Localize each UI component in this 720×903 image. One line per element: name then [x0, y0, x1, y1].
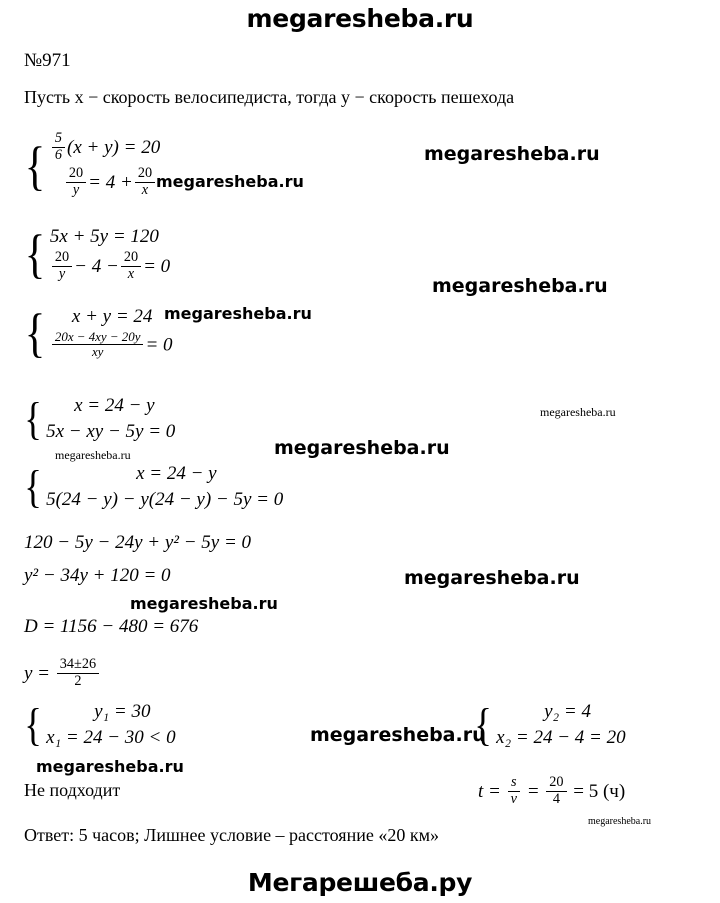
brace-icon: { [24, 393, 42, 445]
equation-row: x₂ = 24 − 4 = 20 [496, 726, 626, 748]
equation-text: t = [478, 780, 501, 802]
fraction-denominator: y [52, 266, 72, 283]
watermark-text: megaresheba.ru [156, 172, 304, 191]
equation-row: x + y = 24 [71, 306, 153, 327]
equation-row: 5x + 5y = 120 [49, 226, 159, 247]
equation-text: = 4 + [88, 171, 133, 193]
watermark-text: megaresheba.ru [432, 275, 608, 297]
fraction-numerator: 20 [137, 164, 153, 181]
equation-system-6 [22, 700, 176, 750]
time-formula [478, 776, 625, 809]
equation-system-1 [22, 132, 160, 200]
watermark-text: megaresheba.ru [274, 437, 450, 459]
fraction-denominator: y [66, 182, 86, 199]
fraction-numerator: 20 [68, 164, 84, 181]
equation-row: y₁ = 30 [94, 701, 151, 722]
equation-row [50, 132, 160, 165]
equation-text: (x + y) = 20 [67, 136, 161, 158]
task-number: №971 [24, 50, 71, 71]
equation-row: 5x − xy − 5y = 0 [46, 420, 176, 442]
fraction-numerator: 20 [123, 248, 139, 265]
fraction-denominator: x [121, 266, 141, 283]
fraction-denominator: 6 [52, 147, 65, 164]
watermark-text: megaresheba.ru [164, 304, 312, 323]
watermark-text: megaresheba.ru [424, 143, 600, 165]
equation-text: − 4 − [74, 255, 119, 277]
watermark-text: megaresheba.ru [540, 405, 616, 419]
equation-text: = 0 [143, 255, 171, 277]
equation-system-5 [22, 462, 283, 512]
fraction-numerator: 20 [549, 774, 564, 790]
equation-row: x₁ = 24 − 30 < 0 [46, 726, 176, 748]
equation-system-3 [22, 302, 173, 363]
brace-icon: { [24, 461, 42, 513]
brace-icon: { [24, 224, 46, 285]
site-header-title: megaresheba.ru [246, 4, 474, 33]
equation-row: x = 24 − y [74, 395, 155, 416]
equation-line-1: 120 − 5y − 24y + y² − 5y = 0 [24, 532, 252, 553]
site-footer-title: Мегарешеба.ру [247, 868, 473, 897]
equation-system-2 [22, 225, 170, 284]
brace-icon: { [24, 302, 46, 363]
equation-line-4 [24, 658, 101, 691]
watermark-text: megaresheba.ru [404, 567, 580, 589]
watermark-text: megaresheba.ru [36, 757, 184, 776]
brace-icon: { [474, 699, 492, 751]
equation-row: x = 24 − y [136, 463, 217, 484]
fraction-denominator: 2 [57, 673, 99, 690]
equation-text: y = [24, 662, 51, 684]
watermark-text: megaresheba.ru [588, 816, 652, 827]
watermark-text: megaresheba.ru [310, 724, 486, 746]
fraction-denominator: xy [52, 344, 144, 359]
equation-system-7 [472, 700, 626, 750]
brace-icon: { [24, 699, 42, 751]
fraction-denominator: 4 [546, 791, 566, 808]
equation-line-3: D = 1156 − 480 = 676 [24, 616, 199, 637]
equation-system-4 [22, 394, 175, 444]
watermark-text: megaresheba.ru [130, 594, 278, 613]
equation-text: = 5 (ч) [573, 780, 626, 802]
fraction-denominator: x [135, 182, 155, 199]
equation-row: 5(24 − y) − y(24 − y) − 5y = 0 [46, 488, 284, 510]
fraction-numerator: 20x − 4xy − 20y [54, 328, 141, 344]
equation-text: = 0 [145, 334, 173, 356]
fraction-denominator: v [508, 791, 520, 808]
equation-row [50, 164, 160, 200]
equation-row: y₂ = 4 [544, 701, 591, 722]
task-intro-text: Пусть x − скорость велосипедиста, тогда y − скорость пешехода [24, 87, 515, 107]
fraction-numerator: 34±26 [59, 656, 97, 672]
fraction-numerator: 20 [54, 248, 70, 265]
answer-text: Ответ: 5 часов; Лишнее условие – расстояние «20 км» [24, 825, 439, 845]
equation-row [50, 328, 173, 361]
not-suitable-text: Не подходит [24, 780, 121, 800]
brace-icon: { [24, 135, 46, 196]
equation-line-2: y² − 34y + 120 = 0 [24, 565, 171, 586]
equation-row [50, 248, 171, 284]
fraction-numerator: 5 [54, 130, 63, 146]
fraction-numerator: s [511, 774, 517, 790]
equation-text: = [526, 780, 540, 802]
watermark-text: megaresheba.ru [55, 448, 131, 462]
